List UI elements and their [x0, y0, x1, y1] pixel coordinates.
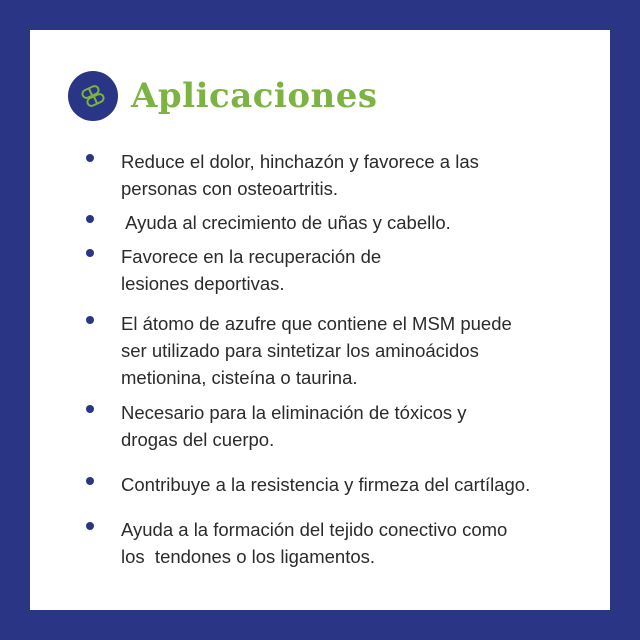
list-item	[86, 399, 586, 453]
list-item-text: Contribuye a la resistencia y firmeza del cartílago.	[121, 474, 531, 495]
list-item-text: Ayuda al crecimiento de uñas y cabello.	[121, 212, 451, 233]
bullet-icon	[86, 249, 94, 257]
list-item	[86, 471, 586, 498]
list-item	[86, 209, 586, 236]
bullet-icon	[86, 154, 94, 162]
bullet-icon	[86, 405, 94, 413]
list-item-text: El átomo de azufre que contiene el MSM puede ser utilizado para sintetizar los aminoácidos metionina, cisteína o taurina.	[121, 313, 512, 388]
content-card	[30, 30, 610, 610]
header	[68, 71, 378, 121]
pills-icon	[68, 71, 118, 121]
bullet-icon	[86, 477, 94, 485]
list-item	[86, 243, 586, 297]
list-item-text: Favorece en la recuperación de lesiones deportivas.	[121, 246, 382, 294]
list-item-text: Reduce el dolor, hinchazón y favorece a las personas con osteoartritis.	[121, 151, 479, 199]
bullet-icon	[86, 215, 94, 223]
list-item	[86, 148, 586, 202]
list-item	[86, 516, 586, 570]
bullet-icon	[86, 522, 94, 530]
list-item	[86, 310, 586, 391]
page-title: Aplicaciones	[131, 76, 378, 116]
bullet-icon	[86, 316, 94, 324]
list-item-text: Necesario para la eliminación de tóxicos y drogas del cuerpo.	[121, 402, 467, 450]
list-item-text: Ayuda a la formación del tejido conectivo como los tendones o los ligamentos.	[121, 519, 508, 567]
